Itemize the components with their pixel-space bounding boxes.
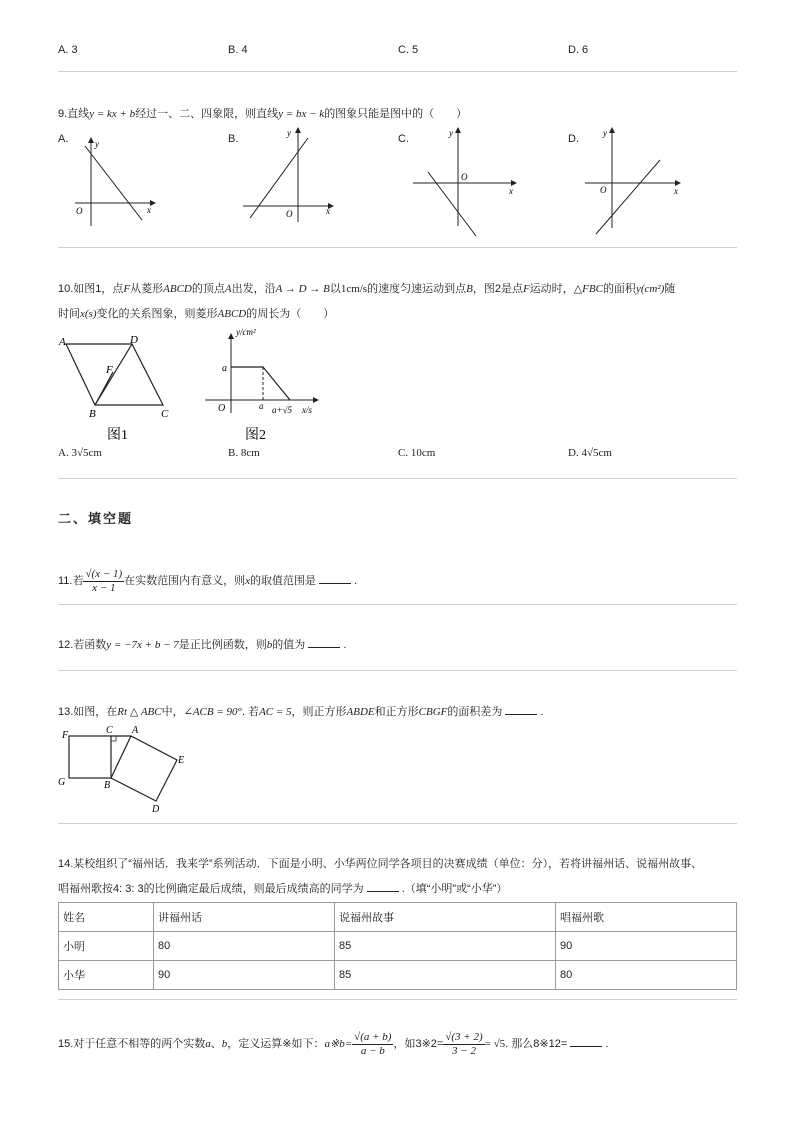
q10-abcd1: ABCD [163,283,192,295]
q10-abcd2: ABCD [217,308,247,320]
q8-option-d: D. 6 [568,44,589,56]
q9d-y-label: y [603,128,607,138]
q10-t11: 时间 [58,308,80,320]
q10-t1: 10.如图1，点 [58,283,124,295]
q10-fig1-f: F [106,364,113,376]
q15-num2: √(3 + 2) [445,1030,483,1043]
q10-option-a: A. 3√5cm [58,447,102,459]
q13-angle: ∠ACB = 90° [183,706,242,718]
q12-eq: y = −7x + b − 7 [106,639,179,651]
q15-den2: 3 − 2 [452,1044,476,1057]
q10-fig1-rhombus [58,334,169,443]
q13-sq1: ABDE [346,706,375,718]
q10-f2: F [522,283,530,295]
q11-stem [58,566,357,596]
q9d-origin: O [600,185,607,195]
q10-fig2-a-x: a [259,401,264,411]
table-cell: 85 [335,932,556,961]
q15-mid: ，定义运算※如下： [227,1038,325,1050]
q10-xunit: x(s) [80,308,97,320]
q10-t5: 以 [329,283,341,295]
q10-t2: 从菱形 [130,283,164,295]
q11-mid: 在实数范围内有意义，则 [124,575,246,587]
q10-t6: 的速度匀速运动到点 [367,283,467,295]
q10-fig1-c: C [161,408,169,420]
q11-end: . [354,575,358,587]
q9b-y-label: y [287,128,291,138]
q10-f1: F [123,283,131,295]
q10-option-b: B. 8cm [228,447,260,459]
table-header-cell: 唱福州歌 [556,903,737,932]
q11-suffix: 的取值范围是 [250,575,317,587]
q14-stem-line1: 14.某校组织了“福州话．我来学”系列活动．下面是小明、小华两位同学各项目的决赛成绩（单位：分），若将讲福州话、说福州故事、 [58,858,703,870]
q9b-origin: O [286,209,293,219]
q10-speed: 1cm/s [340,283,368,295]
table-cell: 90 [154,961,335,990]
q10-fig2-graph [205,327,318,443]
q10-stem-line2 [58,306,334,322]
q9-label-b: B. [228,133,239,145]
q13-answer-blank[interactable] [505,704,537,715]
q15-fraction-def [352,1031,393,1058]
q10-fig2-a-y: a [222,363,227,374]
q9-label-c: C. [398,133,409,145]
q9c-origin: O [461,172,468,182]
section-title: 二、填空题 [58,512,134,527]
q13-prefix: 13.如图，在 [58,706,118,718]
q13-fig-a: A [132,725,139,736]
q12-answer-blank[interactable] [308,637,340,648]
q15-fraction-eg [443,1031,484,1058]
q13-t3: ，则正方形 [291,706,347,718]
q15-sep: 、 [210,1038,222,1050]
q8-option-c: C. 5 [398,44,419,56]
table-header-cell: 讲福州话 [154,903,335,932]
q13-t5: 的面积差为 [447,706,503,718]
q13-fig-f: F [62,730,69,741]
q9b-x-label: x [326,206,330,216]
table-cell: 85 [335,961,556,990]
table-cell: 小华 [59,961,154,990]
q13-t2: . 若 [241,706,260,718]
table-row [59,932,737,961]
q10-option-d: D. 4√5cm [568,447,612,459]
q12-mid: 是正比例函数，则 [178,639,267,651]
divider [58,247,737,248]
q9-label-a: A. [58,133,69,145]
q14-line2-b: .（填“小明”或“小华”） [401,883,508,895]
q13-fig-e: E [178,755,185,766]
q9-graph-c [413,128,516,236]
table-cell: 小明 [59,932,154,961]
q10-t13: 的周长为（ ） [246,308,335,320]
q12-b: b [266,639,273,651]
q10-yunit: y(cm²) [635,283,665,295]
q9-eq2: y = bx − k [278,108,325,120]
q11-denominator: x − 1 [92,581,116,594]
q9c-x-label: x [509,186,513,196]
q13-t4: 和正方形 [374,706,419,718]
q9-suffix: 的图象只能是图中的（ ） [324,108,468,120]
q13-fig-g: G [58,777,66,788]
q13-fig-b: B [104,780,111,791]
q15-answer-blank[interactable] [570,1036,602,1047]
q10-t9: 的面积 [602,283,636,295]
q13-sq2: CBGF [418,706,448,718]
q10-t12: 变化的关系图象，则菱形 [96,308,218,320]
divider [58,670,737,671]
q10-fig2-caption: 图2 [245,428,266,443]
q12-prefix: 12.若函数 [58,639,107,651]
q11-fraction [83,568,124,595]
q13-rt: Rt △ ABC [117,706,162,718]
q15-tail: . 那么8※12= [505,1038,568,1050]
q10-path: A → D → B [275,283,330,295]
q12-end: . [343,639,347,651]
q11-answer-blank[interactable] [319,573,351,584]
q10-fig2-xaxis: x/s [302,405,312,415]
q9-graph-d [585,128,680,234]
q13-figure [0,720,220,820]
q10-figures [0,325,400,445]
q12-suffix: 的值为 [272,639,306,651]
divider [58,604,737,605]
q13-fig-c: C [106,725,113,736]
q8-option-a: A. 3 [58,44,78,56]
q13-end: . [540,706,544,718]
q10-fig2-a-sqrt5: a+√5 [272,405,293,415]
q10-fig1-d: D [130,334,138,346]
divider [58,478,737,479]
q9-graph-b [243,128,333,222]
divider [58,823,737,824]
q13-stem [58,704,544,720]
q14-answer-blank[interactable] [367,881,399,892]
table-cell: 80 [556,961,737,990]
q15-num1: √(a + b) [354,1030,392,1043]
table-cell: 80 [154,932,335,961]
q10-option-c: C. 10cm [398,447,436,459]
q9a-origin: O [76,206,83,216]
q13-fig-d: D [152,804,160,815]
q8-option-b: B. 4 [228,44,248,56]
q9d-x-label: x [674,186,678,196]
q15-b: b [221,1038,228,1050]
q15-stem [58,1029,608,1059]
q10-fig2-origin: O [218,403,226,414]
q12-stem [58,637,346,653]
q10-t4: 出发，沿 [231,283,276,295]
table-header-row [59,903,737,932]
q11-prefix: 11.若 [58,575,84,587]
q10-stem-line1 [58,281,675,297]
q10-t10: 随 [664,283,676,295]
q11-numerator: √(x − 1) [85,567,123,580]
q13-t1: 中， [161,706,184,718]
q10-b: B [466,283,473,295]
q9c-y-label: y [449,128,453,138]
q10-fig2-yaxis: y/cm² [236,327,256,337]
divider [58,999,737,1000]
q15-eg: ，如3※2= [393,1038,444,1050]
q15-end: . [605,1038,609,1050]
q14-line2-a: 唱福州歌按4: 3: 3的比例确定最后成绩，则最后成绩高的同学为 [58,883,364,895]
q10-tri: △FBC [573,283,603,295]
q9-prefix: 9.直线 [58,108,90,120]
q10-t7: ，图2是点 [472,283,523,295]
q14-score-table [58,902,737,990]
q15-def-lhs: a※b= [324,1038,353,1050]
q14-stem-line2 [58,881,507,897]
q9-label-d: D. [568,133,579,145]
table-row [59,961,737,990]
q11-x: x [245,575,251,587]
q9-graphs [0,0,794,250]
q15-a: a [205,1038,211,1050]
q10-a: A [224,283,232,295]
q10-t8: 运动时， [529,283,574,295]
q10-fig1-caption: 图1 [107,428,128,443]
q9a-y-label: y [95,139,99,149]
q10-t3: 的顶点 [191,283,225,295]
table-cell: 90 [556,932,737,961]
q9-eq1: y = kx + b [89,108,136,120]
table-header-cell: 说福州故事 [335,903,556,932]
table-header-cell: 姓名 [59,903,154,932]
q15-res: = √5 [484,1038,506,1050]
q15-prefix: 15.对于任意不相等的两个实数 [58,1038,206,1050]
q9-graph-a [75,138,155,226]
q9a-x-label: x [147,205,151,215]
q13-ac: AC = 5 [259,706,292,718]
q15-den1: a − b [360,1044,385,1057]
q10-fig1-b: B [89,408,96,420]
q9-mid: 经过一、二、四象限，则直线 [135,108,279,120]
q10-fig1-a: A [59,336,66,348]
